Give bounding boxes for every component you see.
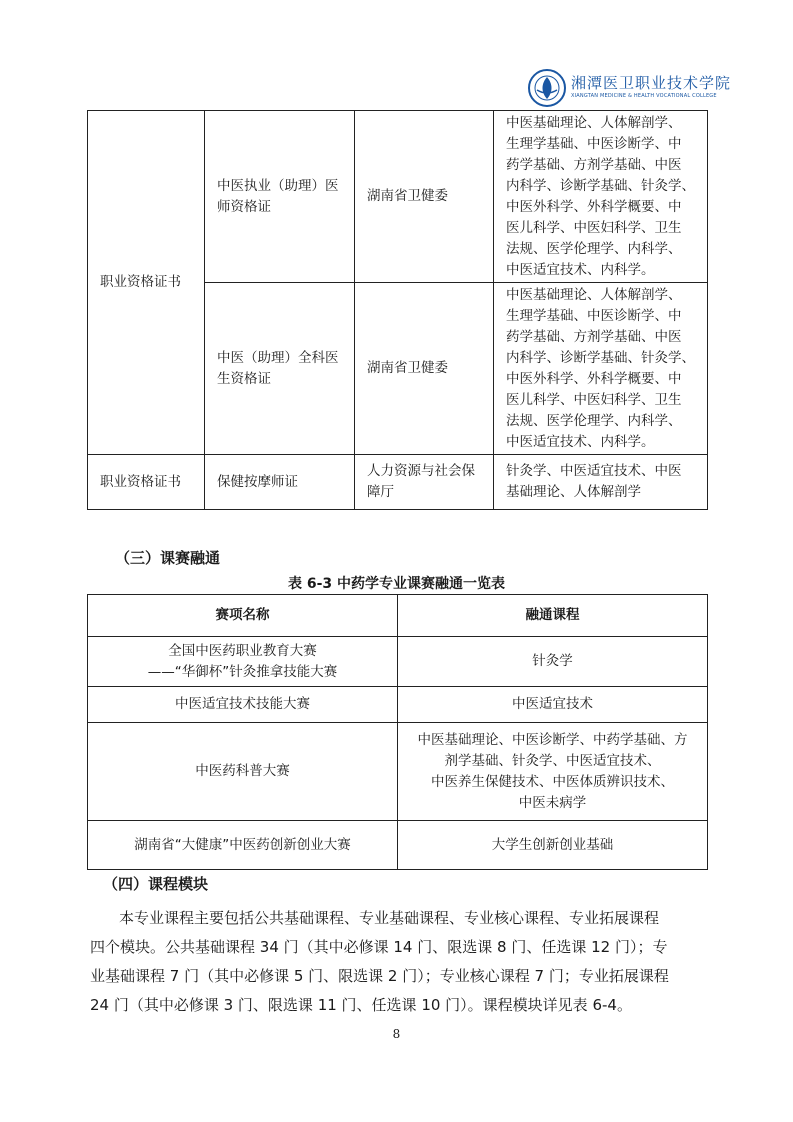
- issuer-cell: 湖南省卫健委: [355, 283, 494, 455]
- college-logo: [527, 68, 732, 108]
- competition-name-cell: 中医药科普大赛: [88, 723, 398, 821]
- competition-name-cell: 全国中医药职业教育大赛 ——“华御杯”针灸推拿技能大赛: [88, 637, 398, 687]
- table-row: [88, 637, 708, 687]
- cert-name-cell: 保健按摩师证: [205, 455, 355, 510]
- courses-cell: 针灸学、中医适宜技术、中医 基础理论、人体解剖学: [494, 455, 708, 510]
- college-emblem-icon: [527, 68, 567, 108]
- table-row: [88, 723, 708, 821]
- related-course-cell: 大学生创新创业基础: [398, 821, 708, 870]
- column-header: 融通课程: [398, 595, 708, 637]
- related-course-cell: 针灸学: [398, 637, 708, 687]
- table-header-row: [88, 595, 708, 637]
- section-heading-competition: （三）课赛融通: [115, 549, 221, 567]
- table-caption: 表 6-3 中药学专业课赛融通一览表: [287, 576, 506, 592]
- page-number: 8: [392, 1027, 401, 1041]
- competition-name-cell: 中医适宜技术技能大赛: [88, 687, 398, 723]
- cert-name-cell: 中医执业（助理）医 师资格证: [205, 111, 355, 283]
- related-course-cell: 中医基础理论、中医诊断学、中药学基础、方 剂学基础、针灸学、中医适宜技术、 中医养生保健技术、中医体质辨识技术、 中医未病学: [398, 723, 708, 821]
- college-name-english: XIANGTAN MEDICINE & HEALTH VOCATIONAL COLLEGE: [571, 93, 717, 99]
- modules-paragraph: 本专业课程主要包括公共基础课程、专业基础课程、专业核心课程、专业拓展课程 四个模块。公共基础课程 34 门（其中必修课 14 门、限选课 8 门、任选课 12 门）；专 业基础课程 7 门（其中必修课 5 门、限选课 2 门）；专业核心课程 7 门；专业拓展课程 24 门（其中必修课 3 门、限选课 11 门、任选课 10 门）。课程模块详见表 6-4。: [90, 909, 669, 1014]
- table-row: [88, 111, 708, 283]
- section-heading-modules: （四）课程模块: [103, 875, 209, 893]
- college-name: 湘潭医卫职业技术学院: [571, 74, 732, 92]
- table-row: [88, 687, 708, 723]
- table-row: [88, 455, 708, 510]
- issuer-cell: 湖南省卫健委: [355, 111, 494, 283]
- category-cell: 职业资格证书: [88, 111, 205, 455]
- certificate-table: [87, 110, 708, 510]
- courses-cell: 中医基础理论、人体解剖学、 生理学基础、中医诊断学、中 药学基础、方剂学基础、中医 内科学、诊断学基础、针灸学、 中医外科学、外科学概要、中 医儿科学、中医妇科学、卫生 法规、医学伦理学、内科学、 中医适宜技术、内科学。: [494, 111, 708, 283]
- competition-name-cell: 湖南省“大健康”中医药创新创业大赛: [88, 821, 398, 870]
- related-course-cell: 中医适宜技术: [398, 687, 708, 723]
- competition-table: [87, 594, 708, 870]
- issuer-cell: 人力资源与社会保 障厅: [355, 455, 494, 510]
- category-cell: 职业资格证书: [88, 455, 205, 510]
- cert-name-cell: 中医（助理）全科医 生资格证: [205, 283, 355, 455]
- courses-cell: 中医基础理论、人体解剖学、 生理学基础、中医诊断学、中 药学基础、方剂学基础、中医 内科学、诊断学基础、针灸学、 中医外科学、外科学概要、中 医儿科学、中医妇科学、卫生 法规、医学伦理学、内科学、 中医适宜技术、内科学。: [494, 283, 708, 455]
- column-header: 赛项名称: [88, 595, 398, 637]
- table-row: [88, 821, 708, 870]
